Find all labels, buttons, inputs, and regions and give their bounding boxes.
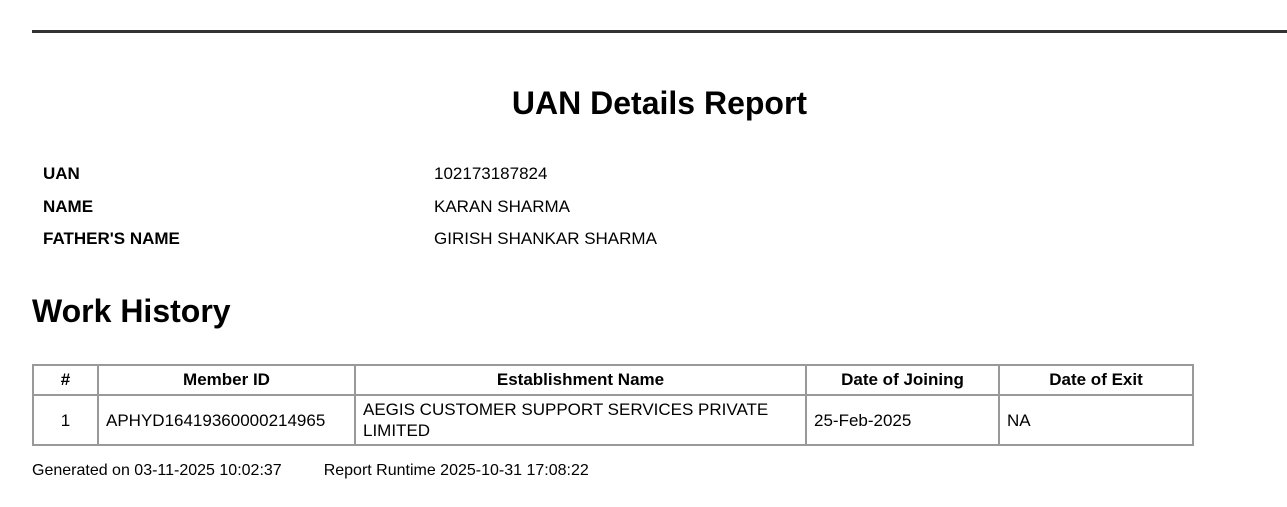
- row-index: 1: [33, 395, 98, 445]
- fathers-name-label: FATHER'S NAME: [43, 229, 180, 248]
- establishment-name-cell: AEGIS CUSTOMER SUPPORT SERVICES PRIVATE LIMITED: [355, 395, 806, 445]
- report-runtime-text: Report Runtime 2025-10-31 17:08:22: [323, 462, 589, 479]
- report-title: UAN Details Report: [511, 85, 808, 121]
- column-header-member-id: Member ID: [98, 365, 355, 395]
- name-value: KARAN SHARMA: [434, 197, 571, 216]
- top-divider: [32, 30, 1287, 33]
- member-id-cell: APHYD16419360000214965: [98, 395, 355, 445]
- column-header-date-of-exit: Date of Exit: [999, 365, 1193, 395]
- date-of-joining-cell: 25-Feb-2025: [806, 395, 999, 445]
- name-label: NAME: [43, 197, 94, 216]
- table-row: [33, 395, 1193, 445]
- date-of-exit-cell: NA: [999, 395, 1193, 445]
- generated-on-text: Generated on 03-11-2025 10:02:37: [32, 462, 282, 479]
- uan-value: 102173187824: [434, 164, 548, 183]
- column-header-index: #: [33, 365, 98, 395]
- uan-label: UAN: [43, 164, 80, 183]
- column-header-date-of-joining: Date of Joining: [806, 365, 999, 395]
- table-header-row: [33, 365, 1193, 395]
- work-history-table: [32, 364, 1194, 446]
- fathers-name-value: GIRISH SHANKAR SHARMA: [434, 229, 657, 248]
- report-footer: [32, 461, 589, 481]
- column-header-establishment-name: Establishment Name: [355, 365, 806, 395]
- work-history-title: Work History: [32, 293, 231, 329]
